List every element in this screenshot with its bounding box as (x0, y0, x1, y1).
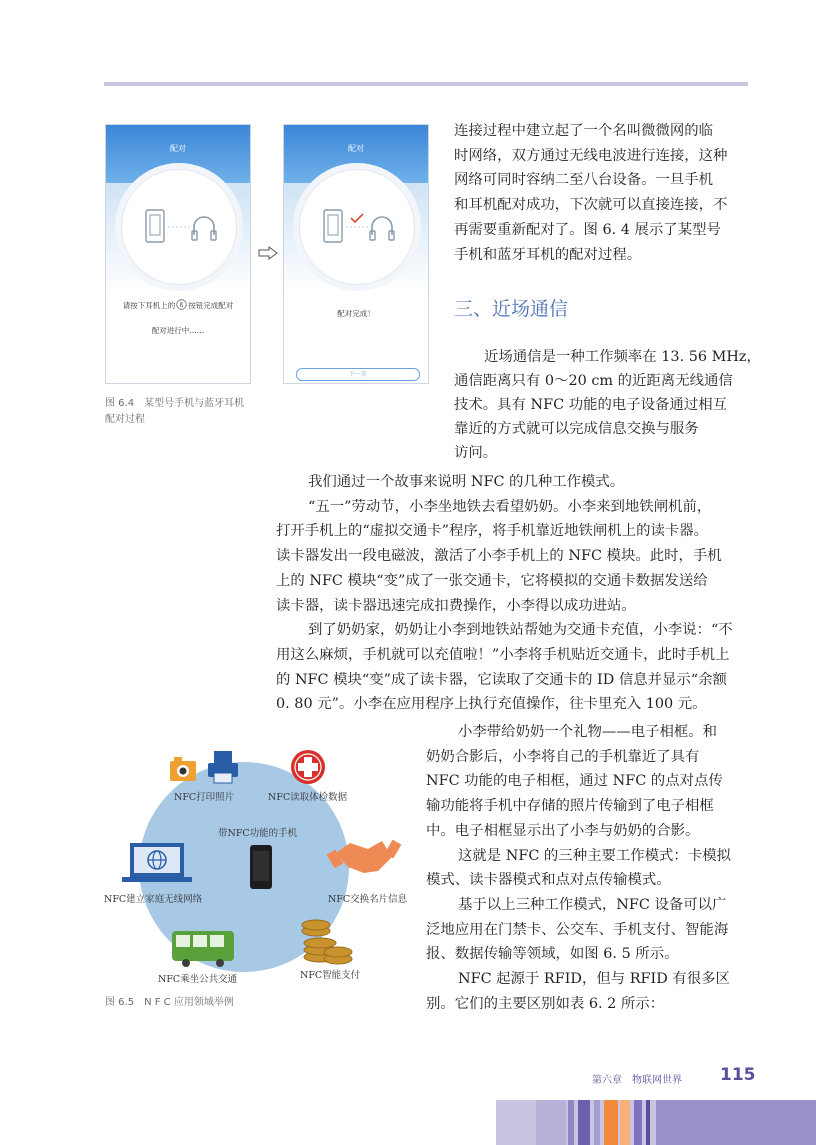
text-line: 访问。 (454, 445, 498, 461)
figure-6-4-caption (105, 396, 244, 428)
chapter-footer: 第六章 物联网世界 (592, 1075, 682, 1086)
text-line: 网络可同时容纳二至八台设备。一旦手机 (454, 172, 714, 189)
phone-headset-paired-icon (318, 207, 398, 247)
label-smart-payment: NFC智能支付 (300, 970, 361, 981)
header-rule (104, 82, 748, 86)
text-line: NFC 起源于 RFID，但与 RFID 有很多区 (458, 971, 730, 987)
text-line: 读卡器发出一段电磁波，激活了小李手机上的 NFC 模块。此时，手机 (276, 548, 722, 565)
screen-title: 配对 (106, 125, 250, 183)
footer-color-bars (496, 1100, 816, 1145)
text-line: NFC 功能的电子相框，通过 NFC 的点对点传 (426, 773, 723, 790)
svg-text:ß: ß (179, 302, 184, 309)
text-line: 这就是 NFC 的三种主要工作模式：卡模拟 (458, 847, 731, 864)
figure-6-5-caption: 图 6.5 N F C 应用领域举例 (105, 997, 234, 1008)
text-line: 通信距离只有 0～20 cm 的近距离无线通信 (454, 373, 733, 389)
health-cross-icon (291, 750, 325, 784)
text-line: 近场通信是一种工作频率在 13. 56 MHz， (484, 349, 761, 365)
text-line: 中。电子相框显示出了小李与奶奶的合影。 (426, 822, 700, 839)
coins-icon (302, 920, 352, 964)
text-line: 小李带给奶奶一个礼物——电子相框。和 (458, 724, 718, 740)
next-step-button[interactable]: 下一步 (296, 368, 420, 381)
text-line: 用这么麻烦，手机就可以充值啦！”小李将手机贴近交通卡，此时手机上 (276, 646, 730, 663)
caption-line: 配对过程 (105, 414, 145, 425)
text-line: “五一”劳动节，小李坐地铁去看望奶奶。小李来到地铁闸机前， (308, 498, 712, 515)
text-line: 上的 NFC 模块“变”成了一张交通卡，它将模拟的交通卡数据发送给 (276, 572, 708, 589)
text-line: 奶奶合影后，小李将自己的手机靠近了具有 (426, 748, 700, 765)
text-line: 连接过程中建立起了一个名叫微微网的临 (454, 123, 714, 139)
text-line: 基于以上三种工作模式，NFC 设备可以广 (458, 896, 727, 913)
text-line: 读卡器，读卡器迅速完成扣费操作，小李得以成功进站。 (276, 597, 636, 614)
text-line: 的 NFC 模块“变”成了读卡器，它读取了交通卡的 ID 信息并显示“余额 (276, 671, 727, 688)
pairing-screen-in-progress (105, 124, 251, 384)
label-print-photo: NFC打印照片 (174, 792, 235, 803)
nfc-applications-diagram (104, 745, 410, 985)
camera-icon (170, 757, 196, 781)
right-arrow-icon (258, 246, 278, 260)
label-center-phone: 带NFC功能的手机 (218, 828, 298, 839)
label-public-transport: NFC乘坐公共交通 (158, 974, 238, 985)
text-line: 我们通过一个故事来说明 NFC 的几种工作模式。 (308, 474, 625, 490)
screen-title: 配对 (284, 125, 428, 183)
diagram-graphics (104, 745, 410, 985)
text-line: 报、数据传输等领域，如图 6. 5 所示。 (426, 946, 679, 963)
text-line: 模式、读卡器模式和点对点传输模式。 (426, 872, 671, 889)
text-line: 别。它们的主要区别如表 6. 2 所示： (426, 995, 665, 1012)
text-line: 再需要重新配对了。图 6. 4 展示了某型号 (454, 221, 721, 238)
text-line: 输功能将手机中存储的照片传输到了电子相框 (426, 798, 714, 815)
phone-headset-icon (140, 207, 220, 247)
text-line: 打开手机上的“虚拟交通卡”程序，将手机靠近地铁闸机上的读卡器。 (276, 523, 709, 540)
text-line: 泛地应用在门禁卡、公交车、手机支付、智能海 (426, 921, 729, 938)
text-line: 时网络，双方通过无线电波进行连接，这种 (454, 147, 728, 164)
section-title: 三、近场通信 (454, 298, 569, 320)
text-line: 和耳机配对成功，下次就可以直接连接，不 (454, 197, 728, 214)
page-number: 115 (720, 1065, 756, 1085)
caption-line: 图 6.4 某型号手机与蓝牙耳机 (105, 398, 245, 409)
text-line: 靠近的方式就可以完成信息交换与服务 (454, 421, 699, 437)
pairing-status: 配对进行中…… (151, 326, 205, 335)
label-home-network: NFC建立家庭无线网络 (104, 894, 203, 905)
text-line: 技术。具有 NFC 功能的电子设备通过相互 (454, 397, 727, 413)
pairing-screen-complete (283, 124, 429, 384)
bluetooth-button-icon (176, 299, 187, 310)
label-business-card: NFC交换名片信息 (328, 894, 408, 905)
laptop-network-icon (122, 843, 192, 882)
text-line: 手机和蓝牙耳机的配对过程。 (454, 246, 642, 263)
text-line: 到了奶奶家，奶奶让小李到地铁站帮她为交通卡充值，小李说：“不 (308, 622, 733, 639)
pairing-instruction: 请按下耳机上的 ß 按钮完成配对 (122, 301, 234, 310)
text-line: 0. 80 元”。小李在应用程序上执行充值操作，往卡里充入 100 元。 (276, 696, 707, 713)
label-health-data: NFC读取体检数据 (268, 792, 348, 803)
pairing-complete-text: 配对完成！ (337, 309, 375, 318)
